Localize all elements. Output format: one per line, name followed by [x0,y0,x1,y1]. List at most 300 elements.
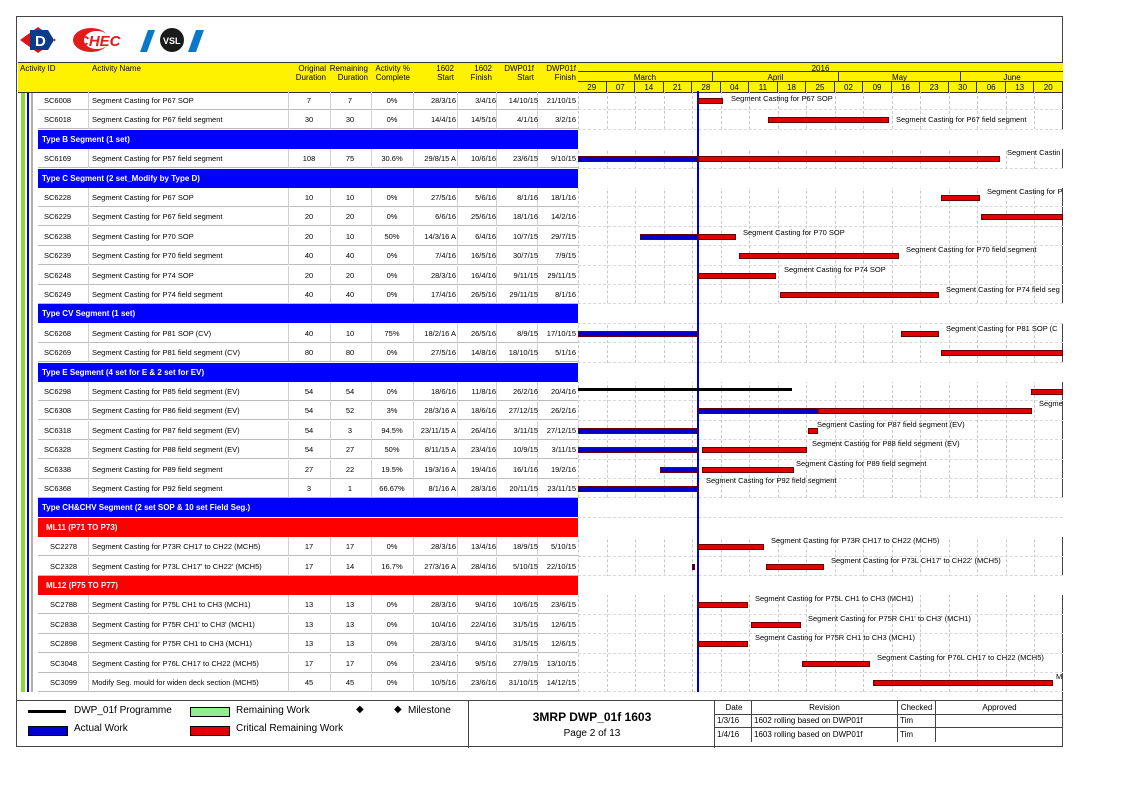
cell-name: Segment Casting for P75L CH1 to CH3 (MCH1) [92,600,251,610]
cell-df: 23/11/15 [547,484,576,493]
cell-f: 26/5/16 [470,328,496,338]
timescale-header [578,62,1063,93]
table-row[interactable] [38,227,578,246]
rev-header-approved: Approved [982,703,1017,712]
cell-id: SC6318 [44,425,72,435]
row-separator [578,206,1063,207]
table-row[interactable] [38,615,578,634]
cell-od: 27 [304,464,314,474]
table-row[interactable] [38,557,578,576]
cell-id: SC6239 [44,251,72,261]
cell-s: 6/6/16 [435,212,456,222]
legend-actual-swatch [28,726,68,736]
month-march: March [578,72,713,82]
cell-id: SC2838 [50,619,78,629]
cell-rd: 10 [345,193,355,202]
actual-work-bar[interactable] [640,234,698,240]
actual-work-bar[interactable] [692,564,695,570]
cell-df: 17/10/15 [546,328,576,338]
critical-work-bar[interactable] [766,564,824,570]
month-april: April [713,72,839,82]
critical-work-bar[interactable] [981,214,1063,220]
cell-pc: 0% [386,387,398,396]
rev-row-date: 1/4/16 [717,730,740,739]
legend-critical-swatch [190,726,230,736]
document-title: 3MRP DWP_01f 1603 [532,710,652,724]
col-percent-complete: Activity % Complete [375,64,410,82]
status-stripes [18,91,38,692]
table-row[interactable] [38,595,578,614]
cell-id: SC2328 [50,561,78,571]
cell-df: 3/2/16 [555,115,576,125]
week-label: 25 [806,82,835,92]
rev-header-date: Date [725,703,743,712]
table-row[interactable] [38,266,578,285]
cell-pc: 0% [386,658,398,668]
critical-work-bar[interactable] [751,622,801,628]
critical-work-bar[interactable] [702,447,807,453]
cell-s: 29/8/15 A [424,154,456,164]
cell-pc: 0% [386,619,398,629]
actual-work-bar[interactable] [660,467,698,473]
cell-s: 14/3/16 A [424,231,456,241]
gantt-bar-label: Segment Casting for P70 SOP [743,227,845,237]
col-original-duration: Original Duration [295,64,326,82]
cell-rd: 13 [345,619,355,629]
col-dwp-start: DWP01f Start [504,64,534,82]
week-label: 18 [778,82,807,92]
gantt-band-gap [578,363,1063,382]
cell-name: Segment Casting for P73R CH17 to CH22 (MCH5) [92,542,261,552]
cell-rd: 3 [347,425,353,435]
cell-pc: 16.7% [381,561,403,571]
gantt-bar-label: Segment Castin [1007,148,1061,158]
cell-pc: 0% [386,193,398,202]
rev-row-checked: Tim [900,716,914,725]
cell-df: 9/10/15 [550,154,576,164]
cell-od: 13 [304,600,314,610]
cell-s: 23/11/15 A [420,425,456,435]
cell-ds: 9/11/15 [513,270,538,280]
cell-id: SC6368 [44,484,72,493]
table-row[interactable] [38,673,578,692]
subgroup-band[interactable] [38,576,578,595]
table-row[interactable] [38,421,578,440]
cell-df: 12/6/15 [550,639,576,649]
cell-ds: 30/7/15 [512,251,538,261]
cell-name: Segment Casting for P67 SOP [92,193,194,202]
cell-od: 17 [304,561,314,571]
cell-od: 13 [304,619,314,629]
cell-s: 18/2/16 A [424,328,456,338]
cell-pc: 0% [386,212,398,222]
group-band[interactable] [38,304,578,323]
table-row[interactable] [38,91,578,110]
legend-remaining-swatch [190,707,230,717]
cell-ds: 3/11/15 [513,425,538,435]
actual-work-bar[interactable] [578,428,698,434]
cell-od: 7 [306,96,312,105]
cell-ds: 18/1/16 [512,212,538,222]
critical-work-bar[interactable] [768,117,889,123]
gantt-bar-label: Segment Casting for P67 field segment [896,115,1027,125]
cell-f: 25/6/16 [470,212,496,222]
cell-od: 20 [304,270,314,280]
cell-id: SC6328 [44,445,72,455]
cell-rd: 20 [345,212,355,222]
rev-row-revision: 1603 rolling based on DWP01f [754,730,863,739]
col-remaining-duration: Remaining Duration [329,64,368,82]
cell-s: 28/3/16 A [424,406,456,416]
cell-rd: 17 [345,542,355,552]
cell-f: 23/4/16 [470,445,496,455]
group-band[interactable] [38,363,578,382]
cell-name: Segment Casting for P70 SOP [92,231,194,241]
gantt-bar-label: Segme [1039,399,1063,409]
actual-work-bar[interactable] [578,447,698,453]
critical-work-bar[interactable] [698,544,764,550]
table-header [18,62,578,93]
actual-work-bar[interactable] [578,331,698,337]
cell-od: 45 [304,678,314,687]
cell-df: 12/6/15 [550,619,576,629]
subgroup-band[interactable] [38,518,578,537]
table-row[interactable] [38,188,578,207]
cell-f: 16/5/16 [470,251,496,261]
cell-df: 27/12/15 [546,425,576,435]
cell-pc: 0% [386,115,398,125]
cell-ds: 16/1/16 [512,464,538,474]
cell-od: 108 [302,154,316,164]
rev-header-revision: Revision [809,703,840,712]
cell-od: 30 [304,115,314,125]
cell-id: SC6298 [44,387,72,396]
d-logo-icon [18,26,58,54]
critical-work-bar[interactable] [698,641,748,647]
month-june: June [961,72,1063,82]
cell-rd: 40 [345,290,355,299]
cell-s: 28/3/16 [430,270,456,280]
gantt-band-gap [578,169,1063,188]
cell-rd: 13 [345,639,355,649]
cell-rd: 7 [347,96,353,105]
week-label: 14 [635,82,664,92]
cell-od: 54 [304,406,314,416]
col-1602-start: 1602 Start [436,64,454,82]
cell-ds: 20/11/15 [509,484,538,493]
cell-id: SC6229 [44,212,72,222]
table-row[interactable] [38,207,578,226]
cell-df: 19/2/16 [550,464,576,474]
cell-rd: 17 [345,658,355,668]
cell-f: 28/4/16 [470,561,496,571]
week-label: 02 [835,82,864,92]
legend-critical-label: Critical Remaining Work [236,723,344,734]
cell-name: Segment Casting for P81 field segment (CV) [92,348,240,358]
logos-svg [18,26,218,56]
cell-od: 13 [304,639,314,649]
cell-od: 40 [304,290,314,299]
cell-id: SC6269 [44,348,72,358]
gantt-bar-label: Segment Casting for P88 field segment (EV) [812,439,960,449]
cell-rd: 54 [345,387,355,396]
cell-f: 3/4/16 [475,96,496,105]
critical-work-bar[interactable] [802,661,870,667]
legend-actual-label: Actual Work [74,723,128,734]
group-label: ML12 (P75 TO P77) [46,581,118,590]
gantt-band-gap [578,304,1063,323]
actual-work-bar[interactable] [578,156,698,162]
gantt-bar-label: Segment Casting for P76L CH17 to CH22 (MCH5) [877,652,1044,662]
cell-ds: 10/7/15 [512,231,538,241]
critical-work-bar[interactable] [739,253,899,259]
cell-od: 17 [304,658,314,668]
cell-pc: 50% [384,445,400,455]
cell-name: Segment Casting for P57 field segment [92,154,223,164]
cell-id: SC6238 [44,231,72,241]
cell-pc: 0% [386,251,398,261]
cell-rd: 1 [347,484,353,493]
cell-pc: 0% [386,639,398,649]
cell-od: 54 [304,445,314,455]
critical-work-bar[interactable] [698,156,1000,162]
group-label: ML11 (P71 TO P73) [46,522,118,532]
table-row[interactable] [38,149,578,168]
cell-name: Segment Casting for P67 field segment [92,115,223,125]
gantt-bar-label: Segment Casting for P75R CH1' to CH3' (MCH1) [808,613,971,623]
cell-rd: 45 [345,678,355,687]
group-band[interactable] [38,169,578,188]
cell-pc: 0% [386,542,398,552]
cell-rd: 52 [345,406,355,416]
col-activity-name: Activity Name [92,64,141,73]
cell-s: 28/3/16 [430,639,456,649]
cell-rd: 14 [345,561,355,571]
row-separator [578,400,1063,401]
table-row[interactable] [38,285,578,304]
rev-row-checked: Tim [900,730,914,739]
critical-work-bar[interactable] [698,273,776,279]
week-label: 28 [692,82,721,92]
cell-pc: 0% [386,270,398,280]
cell-ds: 10/6/15 [512,600,538,610]
cell-s: 8/11/15 A [424,445,456,455]
critical-work-bar[interactable] [941,350,1063,356]
cell-od: 17 [304,542,314,552]
cell-name: Segment Casting for P76L CH17 to CH22 (MCH5) [92,658,259,668]
table-row[interactable] [38,324,578,343]
cell-df: 20/4/16 [550,387,576,396]
cell-id: SC6268 [44,328,72,338]
cell-df: 26/2/16 [550,406,576,416]
cell-id: SC3048 [50,658,78,668]
revision-table [715,701,1063,746]
group-label: Type E Segment (4 set for E & 2 set for EV) [42,367,205,377]
cell-f: 23/6/16 [470,678,496,687]
legend-remaining-label: Remaining Work [236,705,310,716]
gantt-bar-label: Segment Casting for P81 SOP (C [946,323,1058,333]
cell-f: 26/5/16 [470,290,496,299]
cell-pc: 3% [386,406,398,416]
cell-ds: 27/12/15 [508,406,538,416]
month-may: May [839,72,961,82]
cell-df: 18/1/16 [550,193,576,202]
group-band[interactable] [38,130,578,149]
group-band[interactable] [38,498,578,517]
vsl-logo-icon [140,28,204,52]
table-row[interactable] [38,382,578,401]
programme-bar[interactable] [578,388,792,391]
table-row[interactable] [38,343,578,362]
rev-row-revision: 1602 rolling based on DWP01f [754,716,863,725]
cell-s: 27/5/16 [430,348,456,358]
table-row[interactable] [38,460,578,479]
cell-f: 11/8/16 [471,387,496,396]
critical-work-bar[interactable] [873,680,1053,686]
cell-df: 29/7/15 [550,231,576,241]
cell-pc: 0% [386,678,398,687]
cell-name: Modify Seg. mould for widen deck section (MCH5) [92,678,259,687]
cell-f: 9/4/16 [475,600,496,610]
cell-name: Segment Casting for P74 field segment [92,290,223,299]
cell-pc: 75% [384,328,400,338]
cell-df: 3/11/15 [551,445,576,455]
cell-rd: 22 [345,464,355,474]
cell-df: 13/10/15 [546,658,576,668]
cell-ds: 26/2/16 [512,387,538,396]
critical-work-bar[interactable] [698,98,723,104]
cell-pc: 30.6% [381,154,403,164]
cell-ds: 18/10/15 [508,348,538,358]
gantt-bar-label: Segment Casting for P74 SOP [784,264,886,274]
rev-row-date: 1/3/16 [717,716,740,725]
group-label: Type CH&CHV Segment (2 set SOP & 10 set Field Seg.) [42,503,251,513]
milestone-icon: ◆ [356,704,364,715]
row-separator [578,342,1063,343]
cell-f: 6/4/16 [475,231,496,241]
cell-s: 8/1/16 A [428,484,456,493]
critical-work-bar[interactable] [818,408,1032,414]
cell-s: 27/5/16 [430,193,456,202]
cell-f: 13/4/16 [470,542,496,552]
cell-pc: 0% [386,290,398,299]
cell-df: 5/1/16 [555,348,576,358]
cell-id: SC6169 [44,154,72,164]
critical-work-bar[interactable] [901,331,939,337]
legend-programme-swatch [28,710,66,713]
cell-s: 7/4/16 [435,251,456,261]
cell-name: Segment Casting for P75R CH1 to CH3 (MCH1) [92,639,253,649]
cell-id: SC2278 [50,542,78,552]
cell-pc: 19.5% [381,464,403,474]
week-label: 11 [749,82,778,92]
cell-pc: 0% [386,600,398,610]
page-number: Page 2 of 13 [563,728,621,739]
table-row[interactable] [38,440,578,459]
cell-df: 8/1/16 [555,290,576,299]
cell-pc: 94.5% [381,425,403,435]
cell-name: Segment Casting for P75R CH1' to CH3' (MCH1) [92,619,255,629]
week-label: 13 [1006,82,1035,92]
critical-work-bar[interactable] [698,602,748,608]
table-row[interactable] [38,110,578,129]
cell-f: 9/5/16 [475,658,496,668]
cell-rd: 30 [345,115,355,125]
cell-df: 21/10/15 [546,96,576,105]
col-1602-finish: 1602 Finish [470,64,492,82]
week-label: 06 [977,82,1006,92]
gantt-bar-label: Segment Casting for P75R CH1 to CH3 (MCH1) [755,633,916,643]
cell-ds: 27/9/15 [512,658,538,668]
cell-id: SC6308 [44,406,72,416]
week-label: 20 [1034,82,1063,92]
cell-name: Segment Casting for P67 SOP [92,96,194,105]
gantt-bar-label: Segment Casting for P73L CH17' to CH22' (MCH5) [831,555,1001,565]
table-row[interactable] [38,537,578,556]
cell-s: 10/4/16 [430,619,456,629]
week-label: 30 [949,82,978,92]
week-label: 07 [607,82,636,92]
cell-s: 14/4/16 [430,115,456,125]
table-row[interactable] [38,401,578,420]
cell-df: 14/12/15 [546,678,576,687]
critical-work-bar[interactable] [702,467,794,473]
gantt-chart [578,91,1063,692]
cell-name: Segment Casting for P89 field segment [92,464,223,474]
cell-f: 28/3/16 [470,484,496,493]
cell-rd: 10 [345,328,355,338]
table-row[interactable] [38,634,578,653]
cell-pc: 0% [386,96,398,105]
cell-od: 20 [304,231,314,241]
cell-rd: 40 [345,251,355,261]
cell-df: 14/2/16 [550,212,576,222]
table-row[interactable] [38,654,578,673]
week-label: 04 [721,82,750,92]
gantt-band-gap [578,576,1063,595]
table-row[interactable] [38,246,578,265]
cell-ds: 5/10/15 [512,561,538,571]
row-separator [578,226,1063,227]
row-separator [578,109,1063,110]
actual-work-bar[interactable] [578,486,699,492]
cell-id: SC6008 [44,96,72,105]
cell-ds: 23/6/15 [512,154,538,164]
cell-rd: 75 [345,154,355,164]
cell-ds: 4/1/16 [517,115,538,125]
cell-id: SC2788 [50,600,78,610]
cell-s: 17/4/16 [430,290,456,299]
cell-name: Segment Casting for P70 field segment [92,251,223,261]
cell-name: Segment Casting for P92 field segment [92,484,223,493]
critical-work-bar[interactable] [780,292,939,298]
cell-od: 10 [304,193,314,202]
cell-ds: 31/5/15 [512,639,538,649]
cell-f: 9/4/16 [475,639,496,649]
cell-id: SC6338 [44,464,72,474]
actual-work-bar[interactable] [698,408,818,414]
critical-work-bar[interactable] [1031,389,1063,395]
gantt-bar-label: Segment Casting for P70 field segment [906,245,1037,255]
critical-work-bar[interactable] [698,234,736,240]
critical-work-bar[interactable] [941,195,980,201]
table-row[interactable] [38,479,578,498]
cell-id: SC6249 [44,290,72,299]
week-label: 16 [892,82,921,92]
svg-text:CHEC: CHEC [78,33,121,50]
cell-ds: 8/9/15 [517,328,538,338]
cell-s: 27/3/16 A [424,561,456,571]
